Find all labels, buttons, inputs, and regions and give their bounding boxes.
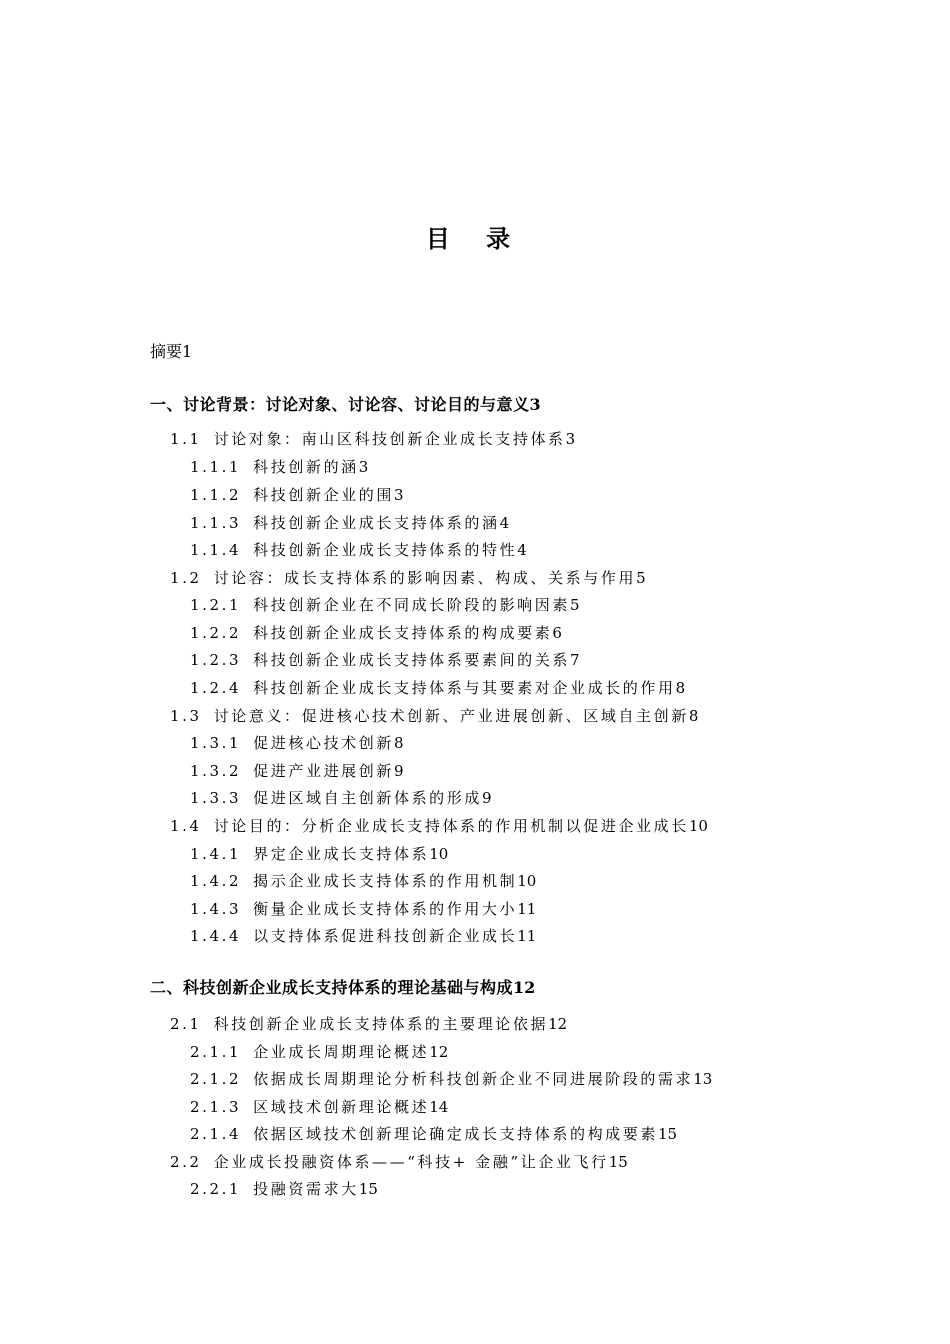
toc-entry[interactable] [170, 1013, 567, 1035]
toc-entry-page: 5 [569, 596, 580, 614]
toc-entry-number: 1.1.1 [190, 458, 242, 476]
toc-entry-page: 12 [548, 1015, 568, 1033]
toc-entry[interactable] [190, 925, 536, 947]
toc-entry-text: 讨论对象：南山区科技创新企业成长支持体系 [213, 430, 566, 448]
toc-entry[interactable] [170, 428, 575, 450]
toc-entry-page: 9 [393, 762, 404, 780]
toc-entry-page: 6 [552, 624, 562, 642]
toc-entry[interactable] [170, 567, 646, 589]
toc-entry-page: 4 [517, 541, 527, 559]
toc-entry-text: 促进区域自主创新体系的形成 [253, 789, 482, 807]
toc-entry-page: 15 [657, 1125, 678, 1143]
toc-entry[interactable] [150, 394, 541, 416]
toc-entry-number: 2.2 [170, 1153, 202, 1171]
toc-entry-page: 11 [517, 927, 537, 945]
toc-entry-text: 投融资需求大 [253, 1180, 359, 1198]
toc-entry-text: 促进核心技术创新 [253, 734, 394, 752]
toc-entry[interactable] [150, 977, 535, 999]
toc-entry-number: 2.2.1 [190, 1180, 242, 1198]
toc-entry[interactable] [190, 1068, 712, 1090]
toc-entry-page: 12 [429, 1043, 449, 1061]
toc-entry-text: 摘要 [150, 342, 183, 361]
toc-entry-number: 1.2.4 [190, 679, 242, 697]
toc-entry-page: 8 [393, 734, 404, 752]
toc-entry-number: 1.1.2 [190, 486, 242, 504]
toc-entry[interactable] [190, 512, 509, 534]
toc-entry-number: 1.3.1 [190, 734, 242, 752]
toc-entry-text: 科技创新企业成长支持体系的特性 [253, 541, 518, 559]
toc-entry-text: 促进产业进展创新 [253, 762, 394, 780]
toc-entry-text: 科技创新的涵 [253, 458, 359, 476]
toc-entry-page: 12 [513, 978, 536, 997]
toc-entry-page: 8 [675, 679, 686, 697]
toc-entry-page: 4 [499, 514, 510, 532]
toc-entry-text: 科技创新企业的围 [253, 486, 394, 504]
toc-entry-page: 13 [693, 1070, 713, 1088]
toc-entry-number: 2.1 [170, 1015, 202, 1033]
toc-entry-page: 15 [608, 1153, 628, 1171]
toc-entry-number: 1.1.3 [190, 514, 242, 532]
toc-entry-number: 1.4.4 [190, 927, 242, 945]
toc-entry[interactable] [190, 1096, 448, 1118]
toc-entry[interactable] [170, 705, 698, 727]
page-title: 目 录 [425, 224, 525, 253]
toc-entry-number: 1.4.2 [190, 872, 242, 890]
toc-entry-number: 2.1.1 [190, 1043, 242, 1061]
toc-entry-text: 讨论意义：促进核心技术创新、产业进展创新、区域自主创新 [213, 707, 689, 725]
toc-entry-text: 以支持体系促进科技创新企业成长 [253, 927, 518, 945]
toc-entry[interactable] [190, 622, 562, 644]
toc-entry[interactable] [190, 1178, 378, 1200]
toc-entry-text: 揭示企业成长支持体系的作用机制 [253, 872, 518, 890]
toc-entry-page: 10 [517, 872, 537, 890]
toc-entry[interactable] [190, 1123, 677, 1145]
toc-entry-text: 科技创新企业成长支持体系与其要素对企业成长的作用 [253, 679, 676, 697]
toc-entry-text: 科技创新企业成长支持体系的主要理论依据 [213, 1015, 549, 1033]
toc-entry[interactable] [190, 594, 580, 616]
toc-entry-text: 讨论容：成长支持体系的影响因素、构成、关系与作用 [213, 569, 637, 587]
toc-entry-number: 1.2 [170, 569, 202, 587]
toc-entry[interactable] [190, 843, 448, 865]
toc-entry-text: 企业成长周期理论概述 [253, 1043, 430, 1061]
toc-entry-text: 科技创新企业成长支持体系的构成要素 [253, 624, 553, 642]
toc-entry-number: 1.1 [170, 430, 202, 448]
toc-entry-text: 界定企业成长支持体系 [253, 845, 430, 863]
toc-entry[interactable] [190, 760, 404, 782]
toc-entry-text: 依据成长周期理论分析科技创新企业不同进展阶段的需求 [253, 1070, 694, 1088]
toc-entry[interactable] [190, 870, 536, 892]
toc-entry-number: 1.4 [170, 817, 202, 835]
toc-entry[interactable] [190, 787, 492, 809]
toc-entry-text: 科技创新企业成长支持体系的涵 [253, 514, 500, 532]
toc-entry-text: 讨论目的：分析企业成长支持体系的作用机制以促进企业成长 [213, 817, 689, 835]
toc-entry-page: 3 [529, 395, 541, 414]
toc-entry-text: 区域技术创新理论概述 [253, 1098, 430, 1116]
toc-entry-page: 14 [429, 1098, 449, 1116]
toc-entry[interactable] [190, 649, 580, 671]
toc-entry-number: 1.2.2 [190, 624, 242, 642]
toc-entry-number: 1.4.3 [190, 900, 242, 918]
toc-entry-page: 3 [393, 486, 404, 504]
toc-entry-page: 9 [481, 789, 492, 807]
toc-entry-page: 15 [358, 1180, 378, 1198]
toc-entry-page: 5 [636, 569, 646, 587]
toc-entry-page: 8 [688, 707, 699, 725]
toc-entry[interactable] [190, 732, 404, 754]
toc-entry-number: 1.3 [170, 707, 202, 725]
toc-entry-number: 1.3.2 [190, 762, 242, 780]
toc-entry-text: 一、讨论背景：讨论对象、讨论容、讨论目的与意义 [150, 395, 530, 414]
toc-entry-number: 2.1.3 [190, 1098, 242, 1116]
toc-entry-page: 10 [688, 817, 708, 835]
toc-entry-number: 1.2.3 [190, 651, 242, 669]
toc-entry-text: 科技创新企业成长支持体系要素间的关系 [253, 651, 570, 669]
toc-entry-text: 科技创新企业在不同成长阶段的影响因素 [253, 596, 570, 614]
toc-entry[interactable] [190, 677, 685, 699]
toc-entry-number: 2.1.2 [190, 1070, 242, 1088]
toc-entry[interactable] [190, 484, 404, 506]
toc-entry-text: 衡量企业成长支持体系的作用大小 [253, 900, 518, 918]
toc-entry[interactable] [190, 539, 527, 561]
toc-entry-text: 企业成长投融资体系——“科技+ 金融”让企业飞行 [213, 1153, 609, 1171]
toc-entry[interactable] [170, 1151, 628, 1173]
toc-entry[interactable] [190, 456, 368, 478]
toc-entry-number: 1.2.1 [190, 596, 242, 614]
toc-entry[interactable] [170, 815, 708, 837]
toc-entry-number: 2.1.4 [190, 1125, 242, 1143]
toc-entry-text: 二、科技创新企业成长支持体系的理论基础与构成 [150, 978, 514, 997]
toc-entry-page: 10 [429, 845, 449, 863]
toc-entry-number: 1.4.1 [190, 845, 242, 863]
toc-entry-page: 7 [569, 651, 580, 669]
toc-entry[interactable] [190, 1041, 448, 1063]
toc-entry-number: 1.3.3 [190, 789, 242, 807]
toc-entry-page: 11 [517, 900, 537, 918]
toc-entry[interactable] [190, 898, 536, 920]
toc-entry-page: 1 [182, 342, 193, 361]
toc-entry-page: 3 [358, 458, 369, 476]
toc-entry-number: 1.1.4 [190, 541, 242, 559]
toc-entry-page: 3 [565, 430, 576, 448]
toc-entry-text: 依据区域技术创新理论确定成长支持体系的构成要素 [253, 1125, 658, 1143]
toc-entry[interactable] [150, 341, 192, 363]
